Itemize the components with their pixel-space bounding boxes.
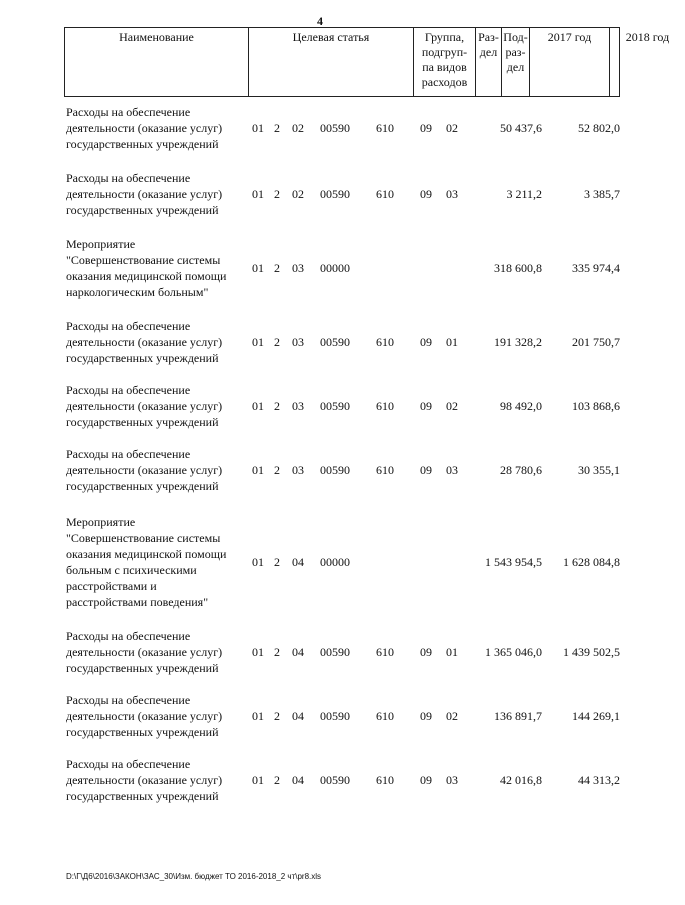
row-name-line: деятельности (оказание услуг) [66, 187, 223, 201]
row-name-line: расстройствами и [66, 579, 157, 593]
expense-group: 610 [376, 187, 394, 201]
row-name-line: деятельности (оказание услуг) [66, 121, 223, 135]
target-code-2: 2 [274, 645, 280, 659]
target-code-4: 00590 [320, 709, 350, 723]
row-name [66, 628, 250, 676]
podrazdel: 01 [446, 645, 458, 659]
row-name [66, 514, 250, 610]
value-2018: 144 269,1 [572, 709, 620, 723]
row-name [66, 104, 250, 152]
row-name-line: Расходы на обеспечение [66, 629, 191, 643]
razdel: 09 [420, 187, 432, 201]
expense-group: 610 [376, 645, 394, 659]
target-code-4: 00590 [320, 399, 350, 413]
value-2018: 335 974,4 [572, 261, 620, 275]
row-name [66, 170, 250, 218]
podrazdel: 03 [446, 463, 458, 477]
expense-group: 610 [376, 121, 394, 135]
target-code-1: 01 [252, 463, 264, 477]
value-2017: 50 437,6 [500, 121, 542, 135]
value-2017: 42 016,8 [500, 773, 542, 787]
row-name [66, 446, 250, 494]
header-razdel: Раз- дел [476, 28, 502, 96]
target-code-2: 2 [274, 187, 280, 201]
row-name-line: деятельности (оказание услуг) [66, 399, 223, 413]
row-name-line: государственных учреждений [66, 725, 219, 739]
target-code-1: 01 [252, 773, 264, 787]
value-2018: 1 628 084,8 [563, 555, 620, 569]
target-code-3: 04 [292, 555, 304, 569]
razdel: 09 [420, 335, 432, 349]
target-code-3: 03 [292, 463, 304, 477]
target-code-4: 00590 [320, 773, 350, 787]
target-code-1: 01 [252, 555, 264, 569]
target-code-1: 01 [252, 261, 264, 275]
target-code-1: 01 [252, 335, 264, 349]
target-code-3: 03 [292, 335, 304, 349]
target-code-1: 01 [252, 399, 264, 413]
row-name-line: государственных учреждений [66, 137, 219, 151]
row-name-line: Расходы на обеспечение [66, 447, 191, 461]
value-2018: 103 868,6 [572, 399, 620, 413]
target-code-2: 2 [274, 773, 280, 787]
row-name-line: государственных учреждений [66, 661, 219, 675]
value-2017: 1 365 046,0 [485, 645, 542, 659]
target-code-4: 00000 [320, 555, 350, 569]
row-name-line: деятельности (оказание услуг) [66, 709, 223, 723]
row-name-line: больным с психическими [66, 563, 197, 577]
podrazdel: 03 [446, 773, 458, 787]
row-name-line: государственных учреждений [66, 789, 219, 803]
target-code-4: 00590 [320, 335, 350, 349]
target-code-3: 03 [292, 399, 304, 413]
target-code-3: 03 [292, 261, 304, 275]
value-2018: 30 355,1 [578, 463, 620, 477]
value-2017: 136 891,7 [494, 709, 542, 723]
expense-group: 610 [376, 399, 394, 413]
value-2017: 98 492,0 [500, 399, 542, 413]
expense-group: 610 [376, 463, 394, 477]
target-code-1: 01 [252, 121, 264, 135]
table-header [64, 27, 670, 97]
value-2017: 3 211,2 [506, 187, 542, 201]
row-name-line: Расходы на обеспечение [66, 693, 191, 707]
expense-group: 610 [376, 335, 394, 349]
podrazdel: 02 [446, 399, 458, 413]
target-code-3: 02 [292, 187, 304, 201]
header-year-2017: 2017 год [530, 28, 610, 96]
row-name [66, 382, 250, 430]
target-code-2: 2 [274, 709, 280, 723]
row-name-line: расстройствами поведения" [66, 595, 209, 609]
row-name-line: Расходы на обеспечение [66, 319, 191, 333]
row-name-line: государственных учреждений [66, 351, 219, 365]
row-name-line: деятельности (оказание услуг) [66, 773, 223, 787]
row-name [66, 756, 250, 804]
target-code-2: 2 [274, 399, 280, 413]
value-2018: 52 802,0 [578, 121, 620, 135]
value-2017: 318 600,8 [494, 261, 542, 275]
header-name: Наименование [65, 28, 249, 96]
target-code-1: 01 [252, 187, 264, 201]
target-code-3: 04 [292, 773, 304, 787]
podrazdel: 01 [446, 335, 458, 349]
expense-group: 610 [376, 709, 394, 723]
target-code-2: 2 [274, 121, 280, 135]
razdel: 09 [420, 773, 432, 787]
razdel: 09 [420, 399, 432, 413]
row-name-line: оказания медицинской помощи [66, 547, 227, 561]
value-2018: 201 750,7 [572, 335, 620, 349]
podrazdel: 02 [446, 121, 458, 135]
expense-group: 610 [376, 773, 394, 787]
target-code-2: 2 [274, 335, 280, 349]
row-name-line: Мероприятие [66, 237, 136, 251]
row-name-line: государственных учреждений [66, 479, 219, 493]
row-name-line: деятельности (оказание услуг) [66, 335, 223, 349]
target-code-3: 02 [292, 121, 304, 135]
header-target-article: Целевая статья [249, 28, 414, 96]
header-group: Группа, подгруп- па видов расходов [414, 28, 476, 96]
podrazdel: 03 [446, 187, 458, 201]
row-name-line: "Совершенствование системы [66, 253, 221, 267]
target-code-4: 00590 [320, 463, 350, 477]
target-code-4: 00590 [320, 187, 350, 201]
header-year-2018: 2018 год [625, 30, 670, 44]
target-code-3: 04 [292, 645, 304, 659]
razdel: 09 [420, 709, 432, 723]
page-number: 4 [317, 14, 323, 28]
header-podrazdel: Под- раз- дел [502, 28, 530, 96]
value-2017: 28 780,6 [500, 463, 542, 477]
razdel: 09 [420, 463, 432, 477]
row-name-line: "Совершенствование системы [66, 531, 221, 545]
row-name-line: оказания медицинской помощи [66, 269, 227, 283]
target-code-1: 01 [252, 645, 264, 659]
target-code-1: 01 [252, 709, 264, 723]
target-code-4: 00000 [320, 261, 350, 275]
value-2018: 1 439 502,5 [563, 645, 620, 659]
row-name-line: деятельности (оказание услуг) [66, 645, 223, 659]
value-2017: 191 328,2 [494, 335, 542, 349]
row-name [66, 236, 250, 300]
target-code-4: 00590 [320, 121, 350, 135]
target-code-2: 2 [274, 261, 280, 275]
value-2018: 3 385,7 [584, 187, 620, 201]
row-name-line: Расходы на обеспечение [66, 105, 191, 119]
value-2018: 44 313,2 [578, 773, 620, 787]
target-code-2: 2 [274, 555, 280, 569]
row-name [66, 318, 250, 366]
row-name-line: Расходы на обеспечение [66, 171, 191, 185]
target-code-4: 00590 [320, 645, 350, 659]
target-code-2: 2 [274, 463, 280, 477]
row-name-line: Мероприятие [66, 515, 136, 529]
razdel: 09 [420, 645, 432, 659]
target-code-3: 04 [292, 709, 304, 723]
value-2017: 1 543 954,5 [485, 555, 542, 569]
row-name-line: Расходы на обеспечение [66, 757, 191, 771]
row-name-line: государственных учреждений [66, 203, 219, 217]
razdel: 09 [420, 121, 432, 135]
row-name-line: наркологическим больным" [66, 285, 209, 299]
file-path-footer: D:\Г\Д6\2016\ЗАКОН\ЗАС_30\Изм. бюджет ТО 2016-2018_2 чт\pr8.xls [66, 872, 322, 881]
podrazdel: 02 [446, 709, 458, 723]
row-name [66, 692, 250, 740]
row-name-line: государственных учреждений [66, 415, 219, 429]
row-name-line: Расходы на обеспечение [66, 383, 191, 397]
row-name-line: деятельности (оказание услуг) [66, 463, 223, 477]
